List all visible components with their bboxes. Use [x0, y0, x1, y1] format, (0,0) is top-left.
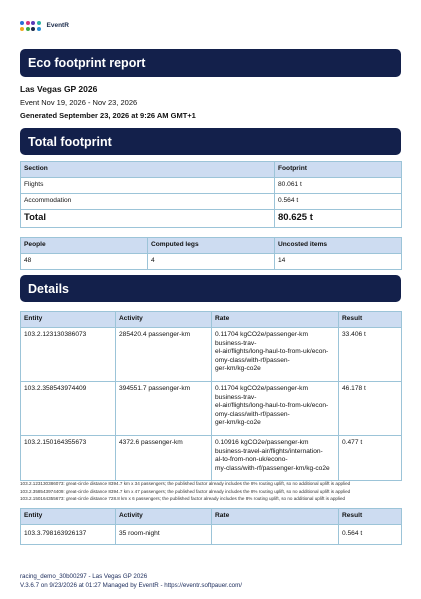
- activity-cell: 4372.6 passenger-km: [116, 436, 212, 481]
- table-header-row: [21, 312, 402, 328]
- col-header-footprint: Footprint: [275, 162, 402, 178]
- logo-dot: [26, 21, 30, 25]
- activity-cell: 35 room-night: [116, 525, 212, 545]
- table-row: [21, 254, 402, 270]
- col-header-activity: Activity: [116, 312, 212, 328]
- entity-cell: 103.2.123130386073: [21, 328, 116, 382]
- total-value: 80.625 t: [275, 210, 402, 228]
- eventr-logo: [20, 21, 69, 31]
- entity-cell: 103.3.798163926137: [21, 525, 116, 545]
- rate-cell: 0.10916 kgCO2e/passenger-km business-travel-air/flights/internation- al-to-from-non-uk/econo- my-class/with-rf/passenger-km/kg-co2e: [212, 436, 339, 481]
- section-cell: Flights: [21, 178, 275, 194]
- footer-event-line: racing_demo_30b00297 - Las Vegas GP 2026: [20, 573, 148, 580]
- logo-dot: [37, 21, 41, 25]
- result-cell: 46.178 t: [339, 382, 402, 436]
- activity-cell: 285420.4 passenger-km: [116, 328, 212, 382]
- counts-table: [20, 237, 402, 270]
- table-header-row: [21, 238, 402, 254]
- rate-cell: [212, 525, 339, 545]
- brand-name: EventR: [46, 22, 69, 30]
- computed-legs-value: 4: [148, 254, 275, 270]
- col-header-result: Result: [339, 312, 402, 328]
- entity-cell: 103.2.358543974409: [21, 382, 116, 436]
- total-label: Total: [21, 210, 275, 228]
- generated-timestamp: Generated September 23, 2026 at 9:26 AM GMT+1: [20, 111, 196, 120]
- table-row: [21, 178, 402, 194]
- col-header-result: Result: [339, 509, 402, 525]
- col-header-section: Section: [21, 162, 275, 178]
- entity-cell: 103.2.150164355673: [21, 436, 116, 481]
- result-cell: 0.477 t: [339, 436, 402, 481]
- logo-dot: [37, 27, 41, 31]
- col-header-entity: Entity: [21, 509, 116, 525]
- logo-dot: [31, 27, 35, 31]
- table-row: [21, 194, 402, 210]
- table-header-row: [21, 162, 402, 178]
- event-dates: Event Nov 19, 2026 - Nov 23, 2026: [20, 98, 138, 107]
- footprint-cell: 80.061 t: [275, 178, 402, 194]
- table-row: [21, 328, 402, 382]
- col-header-people: People: [21, 238, 148, 254]
- rate-cell: 0.11704 kgCO2e/passenger-km business-trav- el-air/flights/long-haul-to-from-uk/econ- omy-class/with-rf/passen- ger-km/kg-co2e: [212, 328, 339, 382]
- footprint-cell: 0.564 t: [275, 194, 402, 210]
- logo-dot: [20, 27, 24, 31]
- details-heading: Details: [20, 275, 401, 302]
- people-value: 48: [21, 254, 148, 270]
- section-cell: Accommodation: [21, 194, 275, 210]
- result-cell: 0.564 t: [339, 525, 402, 545]
- table-header-row: [21, 509, 402, 525]
- total-footprint-heading: Total footprint: [20, 128, 401, 155]
- table-row: [21, 525, 402, 545]
- col-header-activity: Activity: [116, 509, 212, 525]
- total-row: [21, 210, 402, 228]
- footer-version-line: V.3.6.7 on 9/23/2026 at 01:27 Managed by EventR - https://eventr.softpauer.com/: [20, 582, 242, 589]
- col-header-rate: Rate: [212, 312, 339, 328]
- footnote: 103.2.150164355673: great-circle distance 728.8 km x 6 passengers; the published factor already includes the 8% routing uplift, so no additional uplift is applied: [20, 496, 346, 501]
- col-header-uncosted-items: Uncosted items: [275, 238, 402, 254]
- footnote: 103.2.358543974409: great-circle distance 8394.7 km x 47 passengers; the published factor already includes the 8% routing uplift, so no additional uplift is applied: [20, 488, 351, 494]
- report-title: Eco footprint report: [20, 49, 401, 77]
- footnote: 103.2.123130386073: great-circle distance 8394.7 km x 34 passengers; the published factor already includes the 8% routing uplift, so no additional uplift is applied: [20, 481, 351, 486]
- logo-dot: [31, 21, 35, 25]
- accommodation-details-table: [20, 508, 402, 545]
- logo-dot: [26, 27, 30, 31]
- result-cell: 33.406 t: [339, 328, 402, 382]
- table-row: [21, 436, 402, 481]
- col-header-entity: Entity: [21, 312, 116, 328]
- flight-calculation-notes: [20, 480, 401, 503]
- total-footprint-table: [20, 161, 402, 228]
- logo-dots-icon: [20, 21, 41, 31]
- uncosted-items-value: 14: [275, 254, 402, 270]
- rate-cell: 0.11704 kgCO2e/passenger-km business-trav- el-air/flights/long-haul-to-from-uk/econ- omy-class/with-rf/passen- ger-km/kg-co2e: [212, 382, 339, 436]
- col-header-computed-legs: Computed legs: [148, 238, 275, 254]
- activity-cell: 394551.7 passenger-km: [116, 382, 212, 436]
- table-row: [21, 382, 402, 436]
- logo-dot: [20, 21, 24, 25]
- event-name: Las Vegas GP 2026: [20, 84, 98, 94]
- flight-details-table: [20, 311, 402, 481]
- col-header-rate: Rate: [212, 509, 339, 525]
